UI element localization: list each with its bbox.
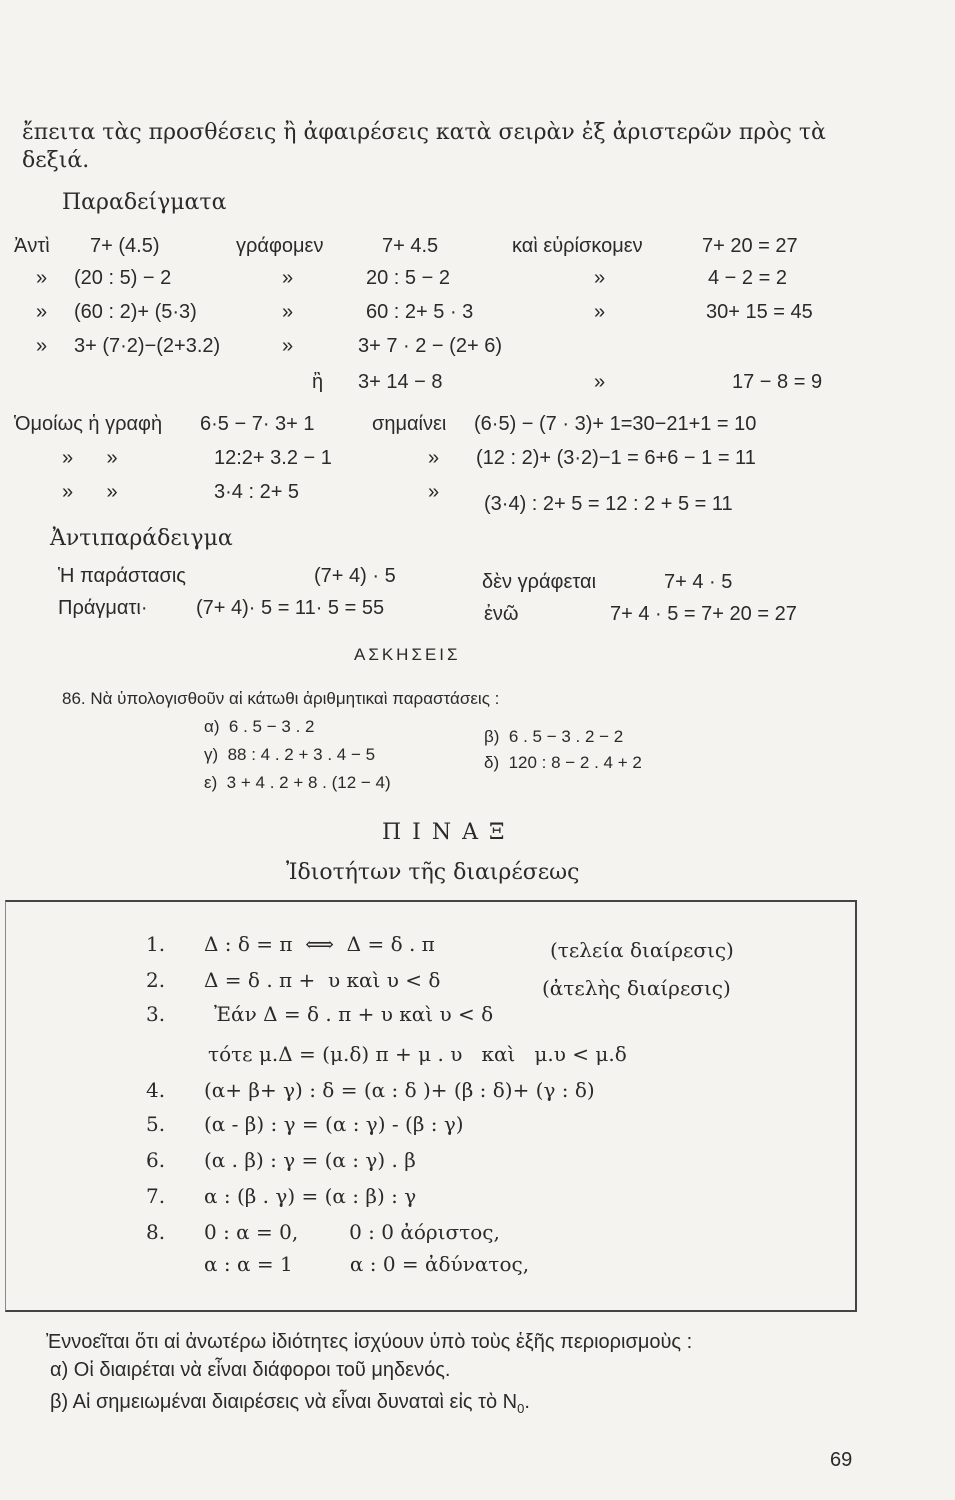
example-2-rewrite: 20 : 5 − 2	[366, 267, 450, 289]
example-5-rewrite: 3+ 14 − 8	[358, 371, 443, 393]
table-row-1-formula: Δ : δ = π ⟺ Δ = δ . π	[204, 932, 435, 956]
exercises-heading: ΑΣΚΗΣΕΙΣ	[354, 645, 461, 664]
table-row-1-note: (τελεία διαίρεσις)	[550, 938, 734, 962]
similar-3-verb: »	[428, 481, 440, 503]
example-2-expr: (20 : 5) − 2	[74, 267, 172, 289]
example-3-lead: »	[36, 301, 48, 323]
example-4-lead: »	[36, 335, 48, 357]
similar-2-lead: » »	[62, 447, 118, 469]
table-row-3b-formula: τότε μ.Δ = (μ.δ) π + μ . υ καὶ μ.υ < μ.δ	[208, 1042, 627, 1066]
example-4-expr: 3+ (7·2)−(2+3.2)	[74, 335, 221, 357]
example-4-verb: »	[282, 335, 294, 357]
table-row-4-number: 4.	[146, 1078, 166, 1102]
similar-2-result: (12 : 2)+ (3·2)−1 = 6+6 − 1 = 11	[476, 447, 756, 469]
counter-line2-a: Πράγματι·	[58, 597, 148, 619]
counter-line1-d: 7+ 4 · 5	[664, 571, 733, 593]
counter-line1-b: (7+ 4) · 5	[314, 565, 396, 587]
footer-note-3-end: .	[524, 1391, 530, 1413]
similar-2-verb: »	[428, 447, 440, 469]
example-3-tail: »	[594, 301, 606, 323]
footer-note-2: α) Οἱ διαιρέται νὰ εἶναι διάφοροι τοῦ μηδενός.	[50, 1359, 451, 1381]
table-title: Π Ι Ν Α Ξ	[382, 820, 507, 845]
counter-line1-c: δὲν γράφεται	[482, 571, 597, 593]
exercise-86-c: γ) 88 : 4 . 2 + 3 . 4 − 5	[204, 745, 376, 764]
table-row-2-number: 2.	[146, 968, 166, 992]
table-row-6-number: 6.	[146, 1148, 166, 1172]
example-3-verb: »	[282, 301, 294, 323]
footer-note-3-subscript: 0	[517, 1401, 525, 1416]
intro-line-2: δεξιά.	[22, 148, 90, 173]
similar-1-expr: 6·5 − 7· 3+ 1	[200, 413, 315, 435]
example-1-tail: καὶ εὑρίσκομεν	[512, 235, 643, 257]
example-3-rewrite: 60 : 2+ 5 · 3	[366, 301, 474, 323]
table-row-5-formula: (α - β) : γ = (α : γ) - (β : γ)	[204, 1112, 464, 1136]
similar-3-lead: » »	[62, 481, 118, 503]
example-5-result: 17 − 8 = 9	[732, 371, 823, 393]
counter-line2-c: ἐνῶ	[484, 603, 519, 625]
table-row-1-number: 1.	[146, 932, 166, 956]
example-1-lead: Ἀντὶ	[14, 235, 50, 257]
exercise-86-prompt: 86. Νὰ ὑπολογισθοῦν αἱ κάτωθι ἀριθμητικαὶ παραστάσεις :	[62, 689, 500, 708]
table-row-3-formula: Ἐάν Δ = δ . π + υ καὶ υ < δ	[214, 1002, 494, 1026]
table-row-8-formula: 0 : α = 0, 0 : 0 ἀόριστος,	[204, 1220, 500, 1244]
counter-line1-a: Ἡ παράστασις	[58, 565, 186, 587]
similar-1-verb: σημαίνει	[372, 413, 447, 435]
table-row-7-number: 7.	[146, 1184, 166, 1208]
counterexample-heading: Ἀντιπαράδειγμα	[50, 526, 233, 551]
table-row-5-number: 5.	[146, 1112, 166, 1136]
example-5-lead: ἢ	[312, 371, 324, 393]
table-row-8b-formula: α : α = 1 α : 0 = ἀδύνατος,	[204, 1252, 530, 1276]
similar-1-result: (6·5) − (7 · 3)+ 1=30−21+1 = 10	[474, 413, 757, 435]
example-1-expr: 7+ (4.5)	[90, 235, 160, 257]
example-4-rewrite: 3+ 7 · 2 − (2+ 6)	[358, 335, 502, 357]
counter-line2-d: 7+ 4 · 5 = 7+ 20 = 27	[610, 603, 797, 625]
table-row-4-formula: (α+ β+ γ) : δ = (α : δ )+ (β : δ)+ (γ : δ)	[204, 1078, 595, 1102]
exercise-86-b: β) 6 . 5 − 3 . 2 − 2	[484, 727, 624, 746]
example-2-result: 4 − 2 = 2	[708, 267, 787, 289]
similar-1-lead: Ὁμοίως ἡ γραφὴ	[14, 413, 163, 435]
similar-2-expr: 12:2+ 3.2 − 1	[214, 447, 332, 469]
table-row-2-note: (ἀτελὴς διαίρεσις)	[542, 976, 731, 1000]
intro-line-1: ἔπειτα τὰς προσθέσεις ἢ ἀφαιρέσεις κατὰ σειρὰν ἐξ ἀριστερῶν πρὸς τὰ	[22, 120, 826, 145]
counter-line2-b: (7+ 4)· 5 = 11· 5 = 55	[196, 597, 385, 619]
similar-3-result: (3·4) : 2+ 5 = 12 : 2 + 5 = 11	[484, 493, 733, 515]
footer-note-1: Ἐννοεῖται ὅτι αἱ ἀνωτέρω ἰδιότητες ἰσχύουν ὑπὸ τοὺς ἑξῆς περιορισμοὺς :	[46, 1331, 693, 1353]
exercise-86-e: ε) 3 + 4 . 2 + 8 . (12 − 4)	[204, 773, 391, 792]
example-3-expr: (60 : 2)+ (5·3)	[74, 301, 197, 323]
example-2-lead: »	[36, 267, 48, 289]
table-row-7-formula: α : (β . γ) = (α : β) : γ	[204, 1184, 417, 1208]
table-row-8-number: 8.	[146, 1220, 166, 1244]
footer-note-3-main: β) Αἱ σημειωμέναι διαιρέσεις νὰ εἶναι δυναταὶ εἰς τὸ N	[50, 1391, 518, 1413]
table-row-2-formula: Δ = δ . π + υ καὶ υ < δ	[204, 968, 441, 992]
exercise-86-d: δ) 120 : 8 − 2 . 4 + 2	[484, 753, 642, 772]
similar-3-expr: 3·4 : 2+ 5	[214, 481, 300, 503]
footer-note-3	[50, 1392, 530, 1415]
example-2-tail: »	[594, 267, 606, 289]
table-row-6-formula: (α . β) : γ = (α : γ) . β	[204, 1148, 416, 1172]
page-number: 69	[830, 1449, 853, 1471]
exercise-86-a: α) 6 . 5 − 3 . 2	[204, 717, 315, 736]
example-3-result: 30+ 15 = 45	[706, 301, 813, 323]
table-subtitle: Ἰδιοτήτων τῆς διαιρέσεως	[286, 860, 580, 885]
table-row-3-number: 3.	[146, 1002, 166, 1026]
example-1-result: 7+ 20 = 27	[702, 235, 798, 257]
examples-heading: Παραδείγματα	[62, 190, 227, 215]
example-1-rewrite: 7+ 4.5	[382, 235, 439, 257]
example-1-verb: γράφομεν	[236, 235, 324, 257]
example-5-tail: »	[594, 371, 606, 393]
example-2-verb: »	[282, 267, 294, 289]
